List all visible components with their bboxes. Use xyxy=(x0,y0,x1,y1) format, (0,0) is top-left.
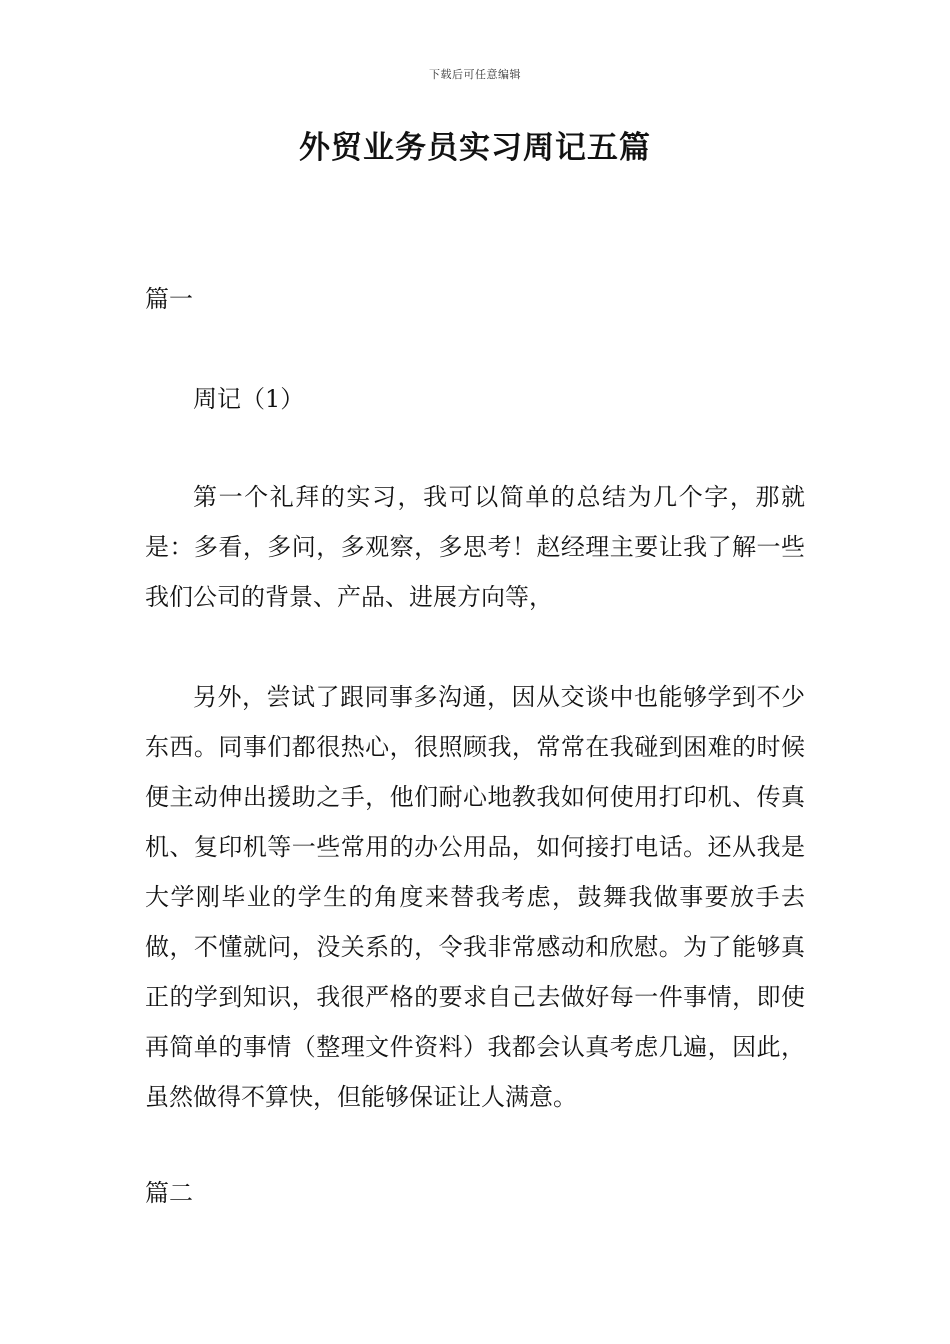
document-title: 外贸业务员实习周记五篇 xyxy=(299,130,651,166)
week-heading: 周记（1） xyxy=(193,385,305,413)
paragraph-2: 另外，尝试了跟同事多沟通，因从交谈中也能够学到不少东西。同事们都很热心，很照顾我，常常在我碰到困难的时候便主动伸出援助之手，他们耐心地教我如何使用打印机、传真机、复印机等一些常用的办公用品，如何接打电话。还从我是大学刚毕业的学生的角度来替我考虑，鼓舞我做事要放手去做，不懂就问，没关系的，令我非常感动和欣慰。为了能够真正的学到知识，我很严格的要求自己去做好每一件事情，即使再简单的事情（整理文件资料）我都会认真考虑几遍，因此，虽然做得不算快，但能够保证让人满意。 xyxy=(145,683,805,1111)
header-note: 下载后可任意编辑 xyxy=(429,68,521,81)
paragraph-1: 第一个礼拜的实习，我可以简单的总结为几个字，那就是：多看，多问，多观察，多思考！赵经理主要让我了解一些我们公司的背景、产品、进展方向等， xyxy=(145,483,805,611)
section-label-2: 篇二 xyxy=(145,1179,193,1207)
section-label-1: 篇一 xyxy=(145,285,193,313)
